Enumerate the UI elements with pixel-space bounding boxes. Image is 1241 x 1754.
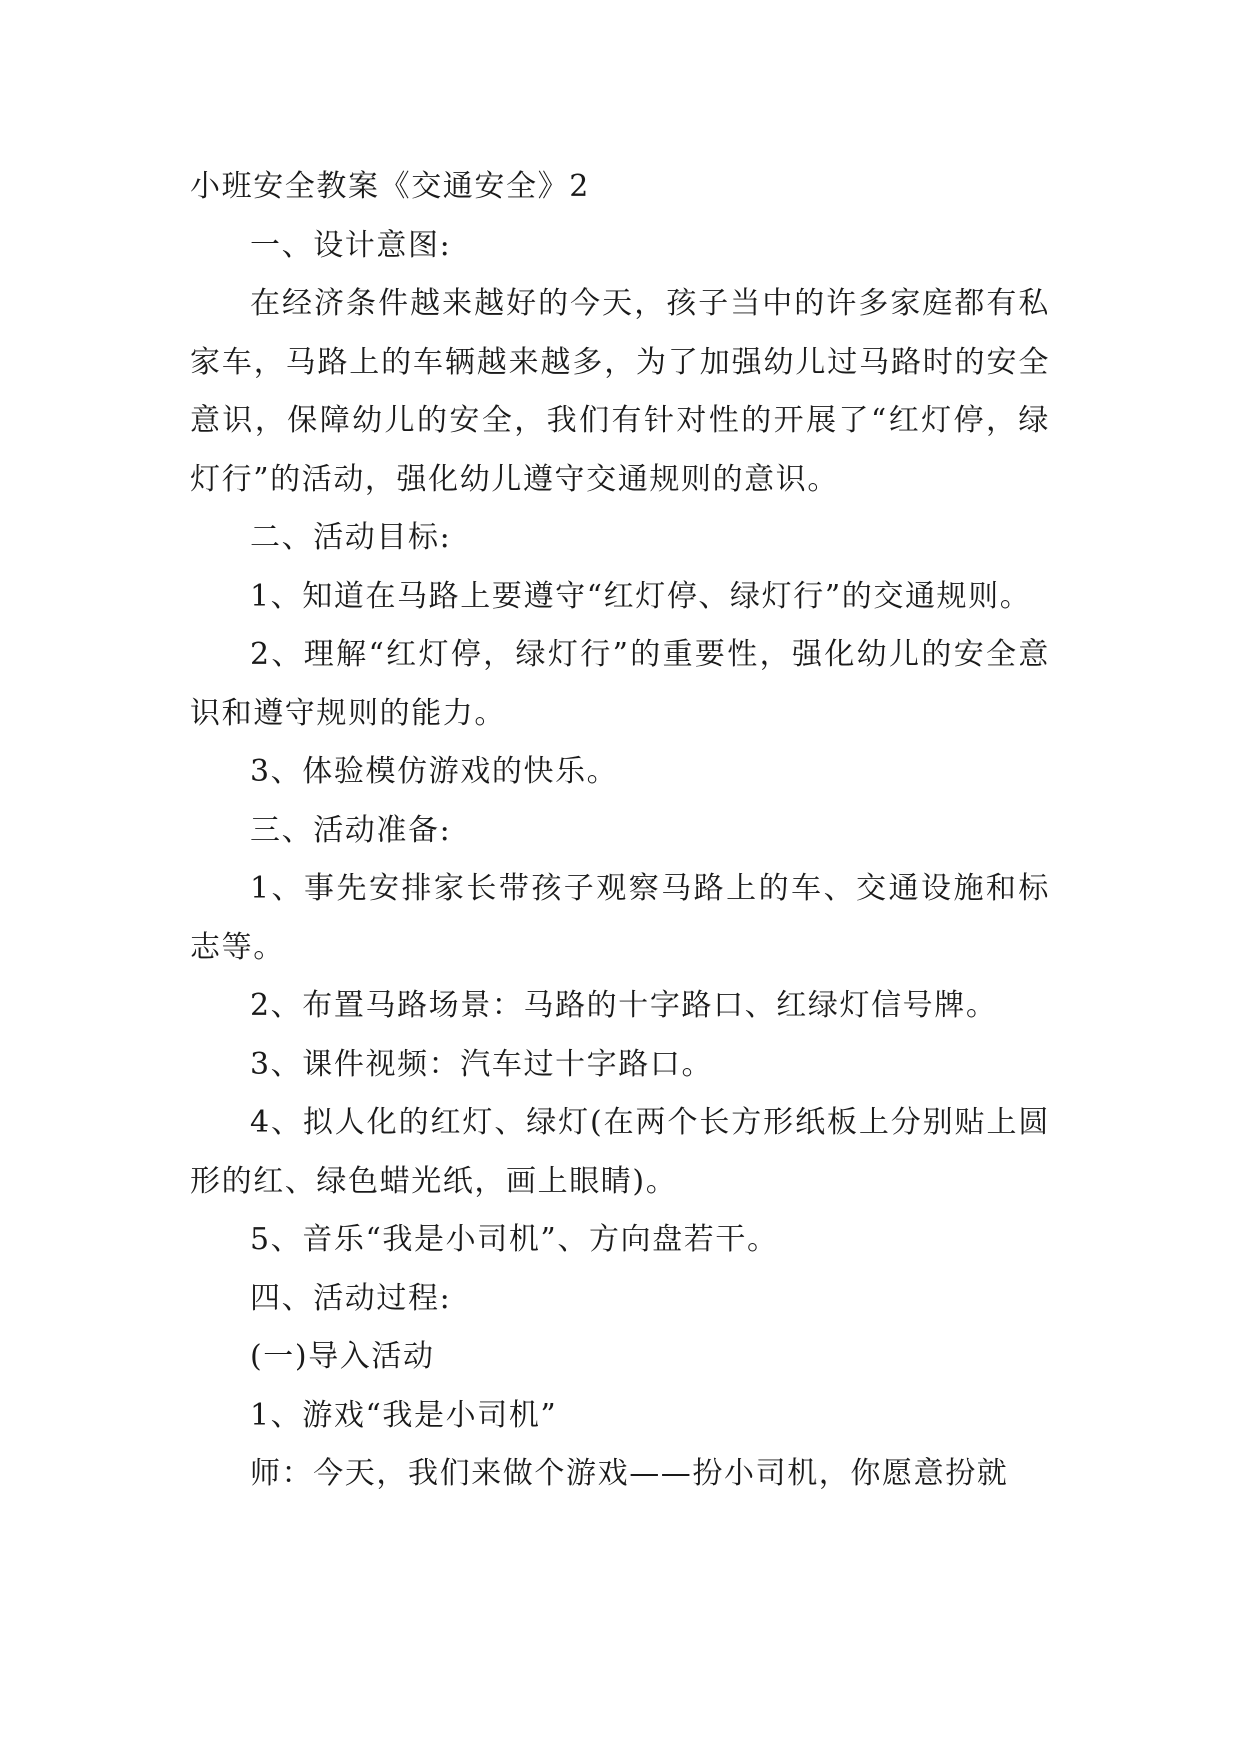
teacher-dialogue: 师：今天，我们来做个游戏——扮小司机，你愿意扮就 (250, 1456, 1009, 1491)
preparation-item-2: 2、布置马路场景：马路的十字路口、红绿灯信号牌。 (250, 988, 998, 1023)
document-body (190, 158, 1050, 1504)
preparation-item-5: 5、音乐“我是小司机”、方向盘若干。 (250, 1222, 779, 1257)
document-title: 小班安全教案《交通安全》2 (190, 169, 590, 204)
section-heading-process: 四、活动过程: (250, 1280, 452, 1316)
preparation-item-4: 4、拟人化的红灯、绿灯(在两个长方形纸板上分别贴上圆形的红、绿色蜡光纸，画上眼睛)。 (190, 1105, 1050, 1199)
process-item-1: 1、游戏“我是小司机” (250, 1397, 558, 1433)
section-heading-design-intent: 一、设计意图: (250, 227, 452, 263)
objective-item-1: 1、知道在马路上要遵守“红灯停、绿灯行”的交通规则。 (250, 578, 1032, 614)
objective-item-2: 2、理解“红灯停，绿灯行”的重要性，强化幼儿的安全意识和遵守规则的能力。 (190, 637, 1050, 731)
subsection-heading-intro: (一)导入活动 (250, 1339, 435, 1374)
paragraph-design-intent: 在经济条件越来越好的今天，孩子当中的许多家庭都有私家车，马路上的车辆越来越多，为了加强幼儿过马路时的安全意识，保障幼儿的安全，我们有针对性的开展了“红灯停，绿灯行”的活动，强化幼儿遵守交通规则的意识。 (190, 286, 1050, 497)
section-heading-objectives: 二、活动目标: (250, 520, 452, 555)
objective-item-3: 3、体验模仿游戏的快乐。 (250, 754, 619, 789)
section-heading-preparation: 三、活动准备: (250, 812, 452, 848)
preparation-item-3: 3、课件视频：汽车过十字路口。 (250, 1046, 714, 1082)
preparation-item-1: 1、事先安排家长带孩子观察马路上的车、交通设施和标志等。 (190, 871, 1050, 965)
